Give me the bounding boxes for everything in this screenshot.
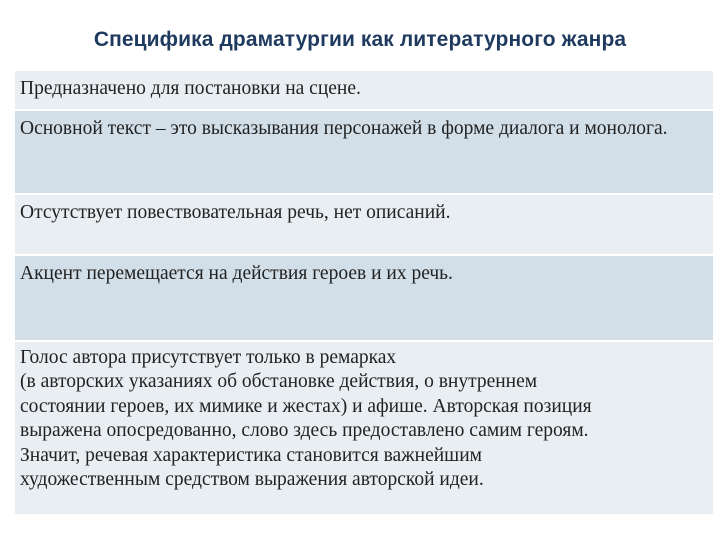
row-text-line: художественным средством выражения авторской идеи. [20, 469, 484, 491]
table-row: Основной текст – это высказывания персонажей в форме диалога и монолога. [15, 111, 713, 195]
row-text-line: Голос автора присутствует только в ремарках [20, 347, 397, 368]
row-text-line: выражена опосредованно, слово здесь предоставлено самим героям. [20, 420, 589, 442]
table-row: Отсутствует повествовательная речь, нет описаний. [15, 195, 713, 256]
table-row: Предназначено для постановки на сцене. [15, 71, 713, 111]
characteristics-table [15, 70, 713, 516]
row-text-line: Значит, речевая характеристика становится важнейшим [20, 444, 482, 466]
slide-title: Специфика драматургии как литературного жанра [93, 28, 627, 51]
row-text-line: (в авторских указаниях об обстановке действия, о внутреннем [20, 371, 538, 393]
table-row: Акцент перемещается на действия героев и их речь. [15, 256, 713, 342]
row-text-line: состоянии героев, их мимике и жестах) и афише. Авторская позиция [20, 395, 592, 417]
table-row [15, 342, 713, 516]
